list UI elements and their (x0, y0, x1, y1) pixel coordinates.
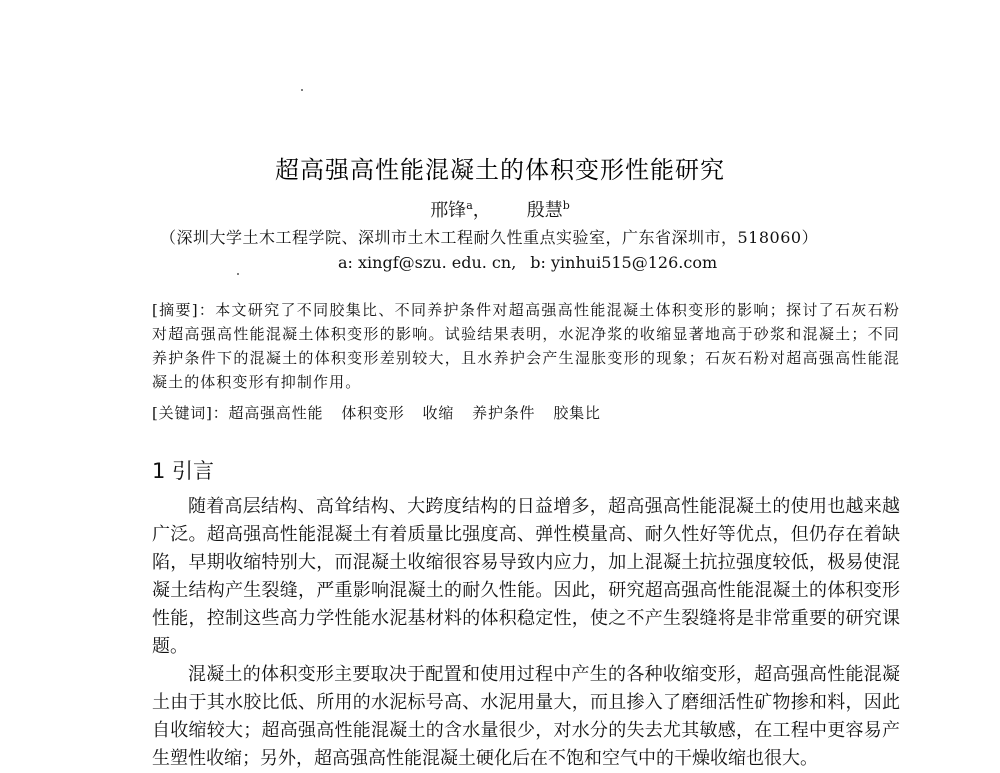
paper-title: 超高强高性能混凝土的体积变形性能研究 (275, 156, 725, 184)
body-paragraph: 混凝土的体积变形主要取决于配置和使用过程中产生的各种收缩变形，超高强高性能混凝土由于其水胶比低、所用的水泥标号高、水泥用量大，而且掺入了磨细活性矿物掺和料，因此自收缩较大；超高强高性能混凝土的含水量很少，对水分的失去尤其敏感，在工程中更容易产生塑性收缩；另外，超高强高性能混凝土硬化后在不饱和空气中的干燥收缩也很大。 (152, 664, 900, 769)
keywords-label: [关键词]： (152, 404, 229, 422)
keyword: 胶集比 (553, 404, 601, 422)
affiliation: （深圳大学土木工程学院、深圳市土木工程耐久性重点实验室，广东省深圳市，518060） (160, 228, 819, 247)
section-heading: 1 引言 (152, 459, 215, 483)
keyword: 养护条件 (472, 404, 536, 422)
abstract-label: [摘要]： (152, 301, 216, 319)
author-mark: a (466, 199, 473, 212)
author-line (0, 196, 1000, 222)
email-line (338, 253, 717, 272)
body-paragraph: 随着高层结构、高耸结构、大跨度结构的日益增多，超高强高性能混凝土的使用也越来越广泛。超高强高性能混凝土有着质量比强度高、弹性模量高、耐久性好等优点，但仍存在着缺陷，早期收缩特别大，而混凝土收缩很容易导致内应力，加上混凝土抗拉强度较低，极易使混凝土结构产生裂缝，严重影响混凝土的耐久性能。因此，研究超高强高性能混凝土的体积变形性能，控制这些高力学性能水泥基材料的体积稳定性，使之不产生裂缝将是非常重要的研究课题。 (152, 496, 900, 657)
author-mark: b (562, 199, 570, 212)
keyword: 超高强高性能 (228, 404, 324, 422)
abstract-text: 本文研究了不同胶集比、不同养护条件对超高强高性能混凝土体积变形的影响；探讨了石灰石粉对超高强高性能混凝土体积变形的影响。试验结果表明，水泥净浆的收缩显著地高于砂浆和混凝土；不同养护条件下的混凝土的体积变形差别较大，且水养护会产生湿胀变形的现象；石灰石粉对超高强高性能混凝土的体积变形有抑制作用。 (152, 301, 900, 391)
abstract (152, 298, 900, 394)
scan-speck (237, 273, 239, 275)
author-separator: ， (472, 200, 491, 221)
email-b: b: yinhui515@126.com (530, 253, 718, 272)
section-body (152, 493, 900, 773)
keyword: 收缩 (422, 404, 455, 422)
author-name: 殷慧 (526, 200, 563, 221)
keyword: 体积变形 (341, 404, 405, 422)
email-a: a: xingf@szu. edu. cn, (338, 253, 517, 272)
keywords (152, 402, 619, 423)
author-name: 邢锋 (430, 200, 467, 221)
scan-speck (301, 89, 303, 91)
